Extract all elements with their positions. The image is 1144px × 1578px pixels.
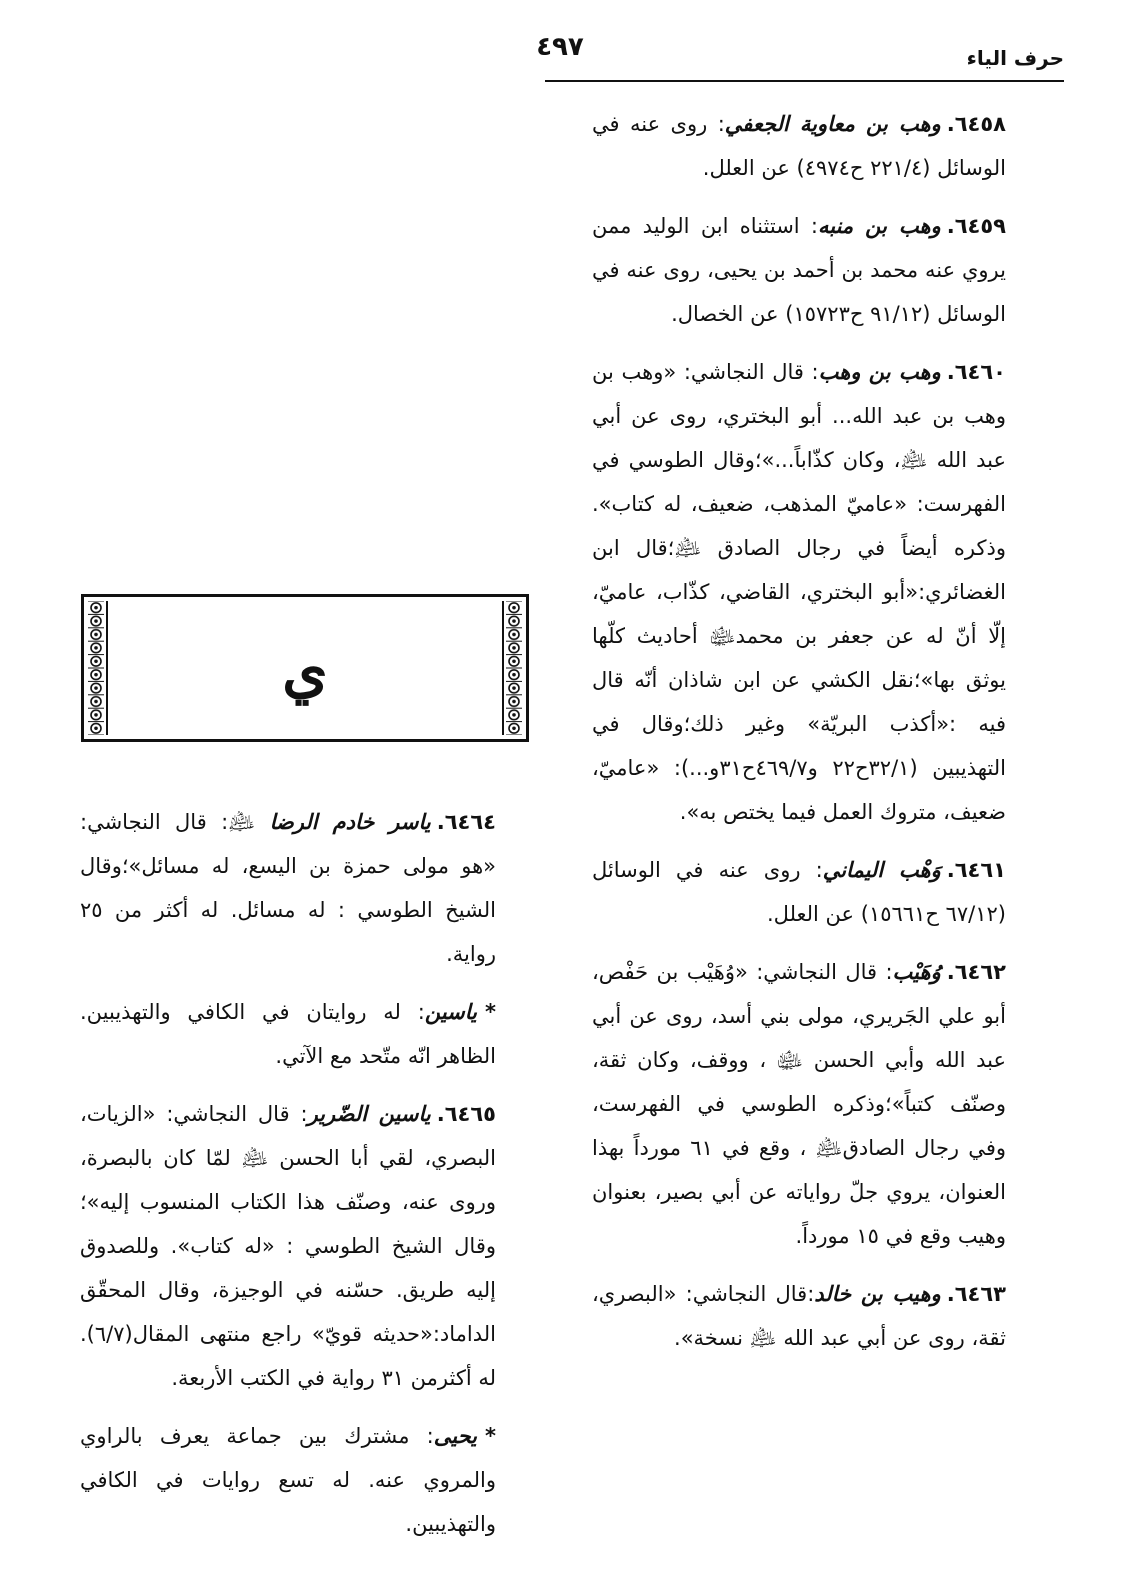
header-rule xyxy=(545,80,1064,82)
entry-name: وهيب بن خالد xyxy=(814,1282,941,1306)
entry-text: : قال النجاشي: «وهب بن وهب بن عبد الله... أبو البختري، روى عن أبي عبد الله ﵇، وكان كذّاباً...»؛وقال الطوسي في الفهرست: «عاميّ المذهب، ضعيف، له كتاب». وذكره أيضاً في رجال الصادق ﵇؛قال ابن الغضائري:«أبو البختري، القاضي، كذّاب، عاميّ، إلّا أنّ له عن جعفر بن محمد﵉ أحاديث كلّها يوثق بها»؛نقل الكشي عن ابن شاذان أنّه قال فيه :«أكذب البريّة» وغير ذلك؛وقال في التهذيبين (٣٢/١ح٢٢ و٤٦٩/٧ح٣١و...): «عاميّ، ضعيف، متروك العمل فيما يختص به». xyxy=(592,360,1006,824)
entry-name: وُهَيْب xyxy=(892,960,941,984)
entry-number: ٦٤٦٣. xyxy=(946,1282,1006,1306)
entry-6464 xyxy=(80,800,496,976)
entry-text: : استثناه ابن الوليد ممن يروي عنه محمد بن أحمد بن يحيى، روى عنه في الوسائل (٩١/١٢ ح١٥٧٢٣) عن الخصال. xyxy=(592,214,1006,326)
entry-number: ٦٤٦١. xyxy=(946,858,1006,882)
entry-6459 xyxy=(592,204,1006,336)
entry-6462 xyxy=(592,950,1006,1258)
entry-name: وهب بن وهب xyxy=(818,360,941,384)
entry-number: ٦٤٦٥. xyxy=(436,1102,497,1126)
entry-number: ٦٤٥٩. xyxy=(946,214,1006,238)
entry-name: وهب بن معاوية الجعفي xyxy=(724,112,941,136)
entry-text: ﵇: قال النجاشي: «هو مولى حمزة بن اليسع، له مسائل»؛وقال الشيخ الطوسي : له مسائل. له أكثر من ٢٥ رواية. xyxy=(80,810,496,966)
entry-name: وهب بن منبه xyxy=(818,214,941,238)
entry-yasin xyxy=(80,990,496,1078)
entry-name: يحيى xyxy=(433,1424,478,1448)
section-letter: ي xyxy=(282,637,328,705)
entry-6465 xyxy=(80,1092,496,1400)
entry-number: ٦٤٥٨. xyxy=(946,112,1006,136)
entry-number: ٦٤٦٤. xyxy=(436,810,496,834)
entry-marker: * xyxy=(485,1424,496,1448)
entry-text: : مشترك بين جماعة يعرف بالراوي والمروي عنه. له تسع روايات في الكافي والتهذيبين. xyxy=(80,1424,496,1536)
entry-6461 xyxy=(592,848,1006,936)
entry-text: : روى عنه في الوسائل (٦٧/١٢ ح١٥٦٦١) عن العلل. xyxy=(592,858,1006,926)
entry-text: : روى عنه في الوسائل (٢٢١/٤ ح٤٩٧٤) عن العلل. xyxy=(592,112,1006,180)
left-column xyxy=(80,800,496,1560)
entry-name: ياسين xyxy=(424,1000,478,1024)
entry-name: ياسين الضّرير xyxy=(307,1102,431,1126)
right-column xyxy=(592,102,1006,1374)
page-number: ٤٩٧ xyxy=(536,32,584,62)
entry-name: وَهْب اليماني xyxy=(822,858,941,882)
running-head: حرف الياء xyxy=(966,46,1064,70)
section-letter-box xyxy=(81,594,529,742)
entry-6458 xyxy=(592,102,1006,190)
entry-number: ٦٤٦٢. xyxy=(946,960,1006,984)
entry-text: : قال النجاشي: «الزيات، البصري، لقي أبا الحسن ﵇ لمّا كان بالبصرة، وروى عنه، وصنّف هذا الكتاب المنسوب إليه»؛وقال الشيخ الطوسي : «له كتاب». وللصدوق إليه طريق. حسّنه في الوجيزة، وقال المحقّق الداماد:«حديثه قويّ» راجع منتهى المقال(٦/٧). له أكثرمن ٣١ رواية في الكتب الأربعة. xyxy=(80,1102,496,1390)
entry-text: : له روايتان في الكافي والتهذيبين. الظاهر انّه متّحد مع الآتي. xyxy=(80,1000,496,1068)
entry-text: :قال النجاشي: «البصري، ثقة، روى عن أبي عبد الله ﵇ نسخة». xyxy=(592,1282,1006,1350)
entry-yahya xyxy=(80,1414,496,1546)
entry-marker: * xyxy=(485,1000,496,1024)
entry-text: : قال النجاشي: «وُهَيْب بن حَفْص، أبو علي الجَريري، مولى بني أسد، روى عن أبي عبد الله وأبي الحسن ﵉ ، ووقف، وكان ثقة، وصنّف كتباً»؛وذكره الطوسي في الفهرست، وفي رجال الصادق﵇ ، وقع في ٦١ مورداً بهذا العنوان، يروي جلّ رواياته عن أبي بصير، بعنوان وهيب وقع في ١٥ مورداً. xyxy=(592,960,1006,1248)
entry-6463 xyxy=(592,1272,1006,1360)
entry-number: ٦٤٦٠. xyxy=(946,360,1007,384)
entry-6460 xyxy=(592,350,1006,834)
entry-name: ياسر خادم الرضا xyxy=(269,810,431,834)
